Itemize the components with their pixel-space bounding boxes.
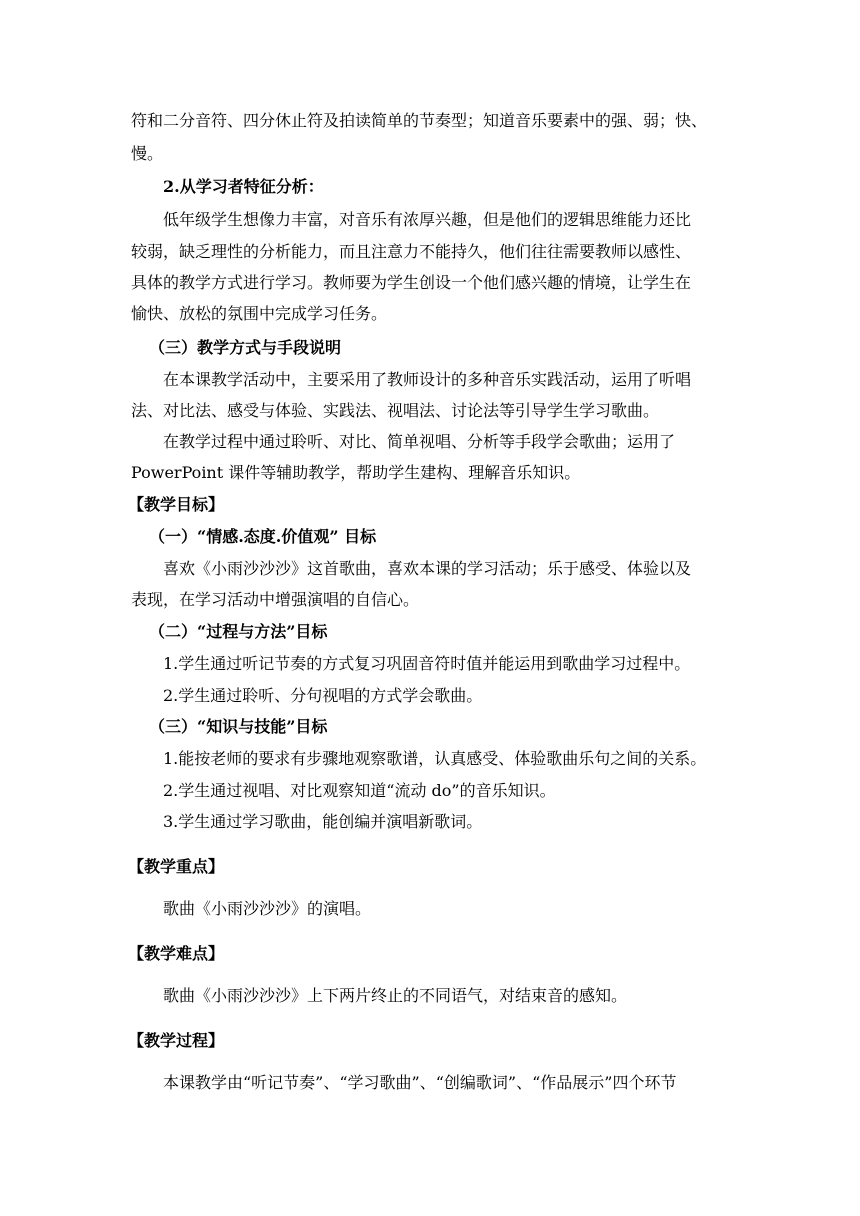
paragraph-line: 在教学过程中通过聆听、对比、简单视唱、分析等手段学会歌曲；运用了 bbox=[163, 432, 676, 451]
paragraph-line: 较弱，缺乏理性的分析能力，而且注意力不能持久，他们往往需要教师以感性、 bbox=[131, 242, 692, 261]
subheading: （一）“情感.态度.价值观” 目标 bbox=[149, 527, 377, 546]
paragraph-line: 本课教学由“听记节奏”、“学习歌曲”、“创编歌词”、“作品展示”四个环节 bbox=[163, 1073, 677, 1092]
section-heading: 【教学难点】 bbox=[128, 944, 225, 963]
subheading: （三）“知识与技能”目标 bbox=[149, 717, 328, 736]
list-item: 3.学生通过学习歌曲，能创编并演唱新歌词。 bbox=[163, 812, 483, 831]
section-heading: 【教学目标】 bbox=[128, 495, 225, 514]
list-item: 2.学生通过视唱、对比观察知道“流动 do”的音乐知识。 bbox=[163, 781, 556, 800]
paragraph-line: 具体的教学方式进行学习。教师要为学生创设一个他们感兴趣的情境，让学生在 bbox=[131, 273, 692, 292]
section-heading: 【教学重点】 bbox=[128, 857, 225, 876]
section-heading: 【教学过程】 bbox=[128, 1031, 225, 1050]
paragraph-line: 法、对比法、感受与体验、实践法、视唱法、讨论法等引导学生学习歌曲。 bbox=[131, 401, 660, 420]
subheading: （二）“过程与方法”目标 bbox=[149, 622, 328, 641]
subheading: （三）教学方式与手段说明 bbox=[149, 338, 342, 357]
paragraph-line: 歌曲《小雨沙沙沙》上下两片终止的不同语气，对结束音的感知。 bbox=[163, 986, 628, 1005]
paragraph-line: PowerPoint 课件等辅助教学，帮助学生建构、理解音乐知识。 bbox=[131, 463, 581, 482]
list-item: 1.能按老师的要求有步骤地观察歌谱，认真感受、体验歌曲乐句之间的关系。 bbox=[163, 749, 707, 768]
paragraph-line: 慢。 bbox=[131, 144, 164, 163]
list-item: 2.学生通过聆听、分句视唱的方式学会歌曲。 bbox=[163, 686, 483, 705]
paragraph-line: 表现，在学习活动中增强演唱的自信心。 bbox=[131, 590, 420, 609]
paragraph-line: 符和二分音符、四分休止符及拍读简单的节奏型；知道音乐要素中的强、弱；快、 bbox=[131, 111, 708, 130]
paragraph-line: 歌曲《小雨沙沙沙》的演唱。 bbox=[163, 899, 372, 918]
list-item: 1.学生通过听记节奏的方式复习巩固音符时值并能运用到歌曲学习过程中。 bbox=[163, 654, 691, 673]
paragraph-line: 低年级学生想像力丰富，对音乐有浓厚兴趣，但是他们的逻辑思维能力还比 bbox=[163, 210, 692, 229]
paragraph-line: 愉快、放松的氛围中完成学习任务。 bbox=[131, 304, 388, 323]
paragraph-line: 喜欢《小雨沙沙沙》这首歌曲，喜欢本课的学习活动；乐于感受、体验以及 bbox=[163, 559, 692, 578]
paragraph-line: 在本课教学活动中，主要采用了教师设计的多种音乐实践活动，运用了听唱 bbox=[163, 370, 692, 389]
subheading: 2.从学习者特征分析： bbox=[163, 177, 324, 196]
